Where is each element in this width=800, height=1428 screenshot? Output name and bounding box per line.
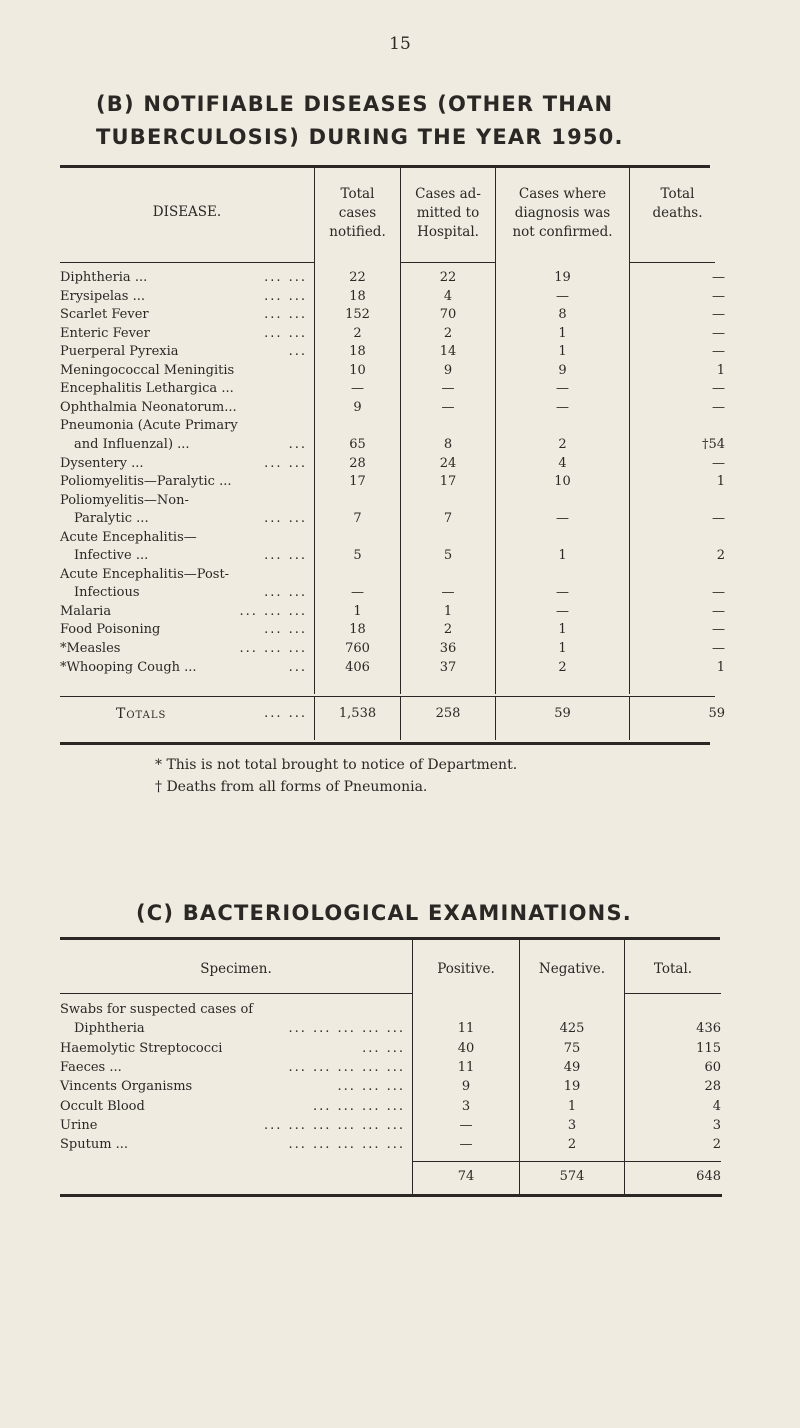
disease-name: Acute Encephalitis— (60, 529, 197, 545)
table-row (0, 1097, 800, 1116)
cell-not-confirmed: — (556, 288, 569, 304)
cell-negative: 1 (567, 1098, 577, 1114)
cell-not-confirmed: 2 (558, 659, 567, 675)
cell-not-confirmed: 1 (558, 548, 567, 564)
disease-name: *Whooping Cough ... (60, 659, 197, 675)
table-row (0, 455, 800, 473)
totals-not-confirmed: 59 (554, 706, 571, 721)
cell-positive: 11 (457, 1059, 475, 1075)
specimen-name: Swabs for suspected cases of (60, 1002, 254, 1017)
cell-admitted: 5 (443, 548, 453, 564)
cell-negative: 2 (567, 1137, 577, 1153)
disease-name: Diphtheria ... (60, 270, 148, 285)
leader-dots: ... ... ... ... ... (288, 1021, 405, 1037)
cell-notified: 18 (349, 344, 366, 360)
disease-name: Ophthalmia Neonatorum... (60, 399, 237, 415)
section-b-title-line1: (B) NOTIFIABLE DISEASES (OTHER THAN (96, 92, 614, 116)
cell-negative: 19 (563, 1079, 581, 1095)
header-rule (630, 262, 715, 263)
table-row (0, 1000, 800, 1019)
cell-deaths: — (712, 307, 725, 323)
table-row (0, 566, 800, 584)
cell-positive: 11 (457, 1021, 475, 1037)
disease-name: Erysipelas ... (60, 288, 146, 304)
leader-dots: ... ... (264, 585, 307, 601)
header-negative: Negative. (538, 961, 606, 977)
totals-positive: 74 (457, 1169, 475, 1184)
disease-name: Puerperal Pyrexia (60, 344, 179, 360)
cell-admitted: 37 (439, 659, 457, 675)
cell-notified: 18 (349, 288, 366, 304)
cell-not-confirmed: 1 (558, 344, 567, 360)
cell-notified: — (351, 585, 364, 601)
cell-total: 60 (704, 1059, 721, 1075)
header-total: Total. (653, 961, 693, 977)
cell-total: 3 (712, 1117, 721, 1133)
table-row (0, 1135, 800, 1154)
cell-notified: 760 (345, 641, 370, 656)
table-row (0, 510, 800, 528)
table-row (0, 492, 800, 510)
cell-not-confirmed: 1 (558, 325, 567, 341)
cell-admitted: 70 (439, 307, 457, 323)
leader-dots: ... ... ... ... ... ... (263, 1117, 405, 1133)
cell-admitted: 14 (439, 344, 457, 360)
cell-deaths: 1 (716, 474, 725, 490)
specimen-name: Urine (60, 1117, 98, 1133)
cell-not-confirmed: 2 (558, 436, 567, 452)
header-rule (60, 262, 314, 263)
cell-deaths: — (712, 344, 725, 360)
specimen-name: Occult Blood (60, 1098, 145, 1114)
table-row (0, 269, 800, 287)
cell-notified: 17 (349, 474, 366, 490)
header-rule (60, 993, 412, 994)
totals-rule (413, 1161, 721, 1162)
table-row (0, 1019, 800, 1038)
leader-dots: ... ... (264, 307, 307, 323)
header-total-deaths: Total deaths. (652, 186, 703, 221)
disease-name: *Measles (60, 641, 121, 656)
cell-positive: — (459, 1137, 473, 1153)
totals-total: 648 (696, 1169, 721, 1184)
cell-total: 4 (712, 1098, 721, 1114)
table-row (0, 380, 800, 398)
totals-notified: 1,538 (338, 706, 377, 721)
leader-dots: ... (288, 436, 307, 452)
cell-deaths: — (712, 585, 725, 601)
cell-admitted: 8 (443, 436, 453, 452)
table-top-rule (60, 165, 710, 168)
table-bottom-rule (60, 1194, 722, 1197)
cell-positive: — (459, 1117, 473, 1133)
cell-deaths: — (712, 455, 725, 471)
table-row (0, 306, 800, 324)
cell-negative: 425 (559, 1021, 585, 1037)
cell-admitted: 9 (443, 362, 453, 378)
cell-not-confirmed: — (556, 511, 569, 527)
leader-dots: ... ... ... (239, 641, 307, 656)
cell-notified: 18 (349, 622, 366, 638)
cell-notified: 10 (349, 362, 366, 378)
cell-deaths: 1 (716, 362, 725, 378)
totals-label: Totals (116, 706, 167, 722)
cell-not-confirmed: 10 (554, 474, 571, 490)
leader-dots: ... ... (264, 288, 307, 304)
specimen-name: Diphtheria (74, 1021, 145, 1037)
cell-deaths: — (712, 399, 725, 415)
cell-positive: 40 (457, 1040, 475, 1056)
table-row (0, 529, 800, 547)
cell-admitted: 4 (443, 288, 453, 304)
cell-deaths: 1 (716, 659, 725, 675)
cell-admitted: 22 (439, 270, 457, 285)
table-row (0, 1116, 800, 1135)
leader-dots: ... ... (264, 706, 307, 721)
disease-name: Poliomyelitis—Paralytic ... (60, 474, 232, 490)
totals-rule (315, 696, 715, 697)
cell-admitted: — (441, 399, 455, 415)
cell-deaths: — (712, 288, 725, 304)
cell-deaths: — (712, 603, 725, 619)
cell-negative: 49 (563, 1059, 581, 1075)
totals-deaths: 59 (708, 706, 725, 721)
leader-dots: ... (288, 659, 307, 675)
cell-admitted: 36 (439, 641, 457, 656)
cell-admitted: — (441, 381, 455, 397)
cell-deaths: — (712, 381, 725, 397)
cell-notified: 9 (353, 399, 362, 415)
table-row (0, 343, 800, 361)
cell-admitted: 17 (439, 474, 457, 490)
cell-total: 436 (696, 1021, 721, 1037)
cell-deaths: — (712, 511, 725, 527)
cell-notified: 406 (345, 659, 370, 675)
leader-dots: ... (288, 344, 307, 360)
cell-not-confirmed: — (556, 399, 569, 415)
cell-admitted: 2 (443, 622, 453, 638)
cell-notified: 2 (353, 325, 362, 341)
cell-notified: 28 (349, 455, 366, 471)
cell-notified: — (351, 381, 364, 397)
leader-dots: ... ... (264, 622, 307, 638)
cell-admitted: 7 (443, 511, 453, 527)
table-row (0, 288, 800, 306)
leader-dots: ... ... (264, 455, 307, 471)
cell-not-confirmed: — (556, 585, 569, 601)
cell-total: 115 (696, 1040, 721, 1056)
disease-name: Food Poisoning (60, 622, 161, 638)
cell-not-confirmed: 9 (558, 362, 567, 378)
header-rule (625, 993, 721, 994)
table-row (0, 1039, 800, 1058)
leader-dots: ... ... (264, 511, 307, 527)
totals-rule (60, 696, 314, 697)
totals-negative: 574 (559, 1169, 585, 1184)
cell-admitted: — (441, 585, 455, 601)
table-row (0, 640, 800, 658)
table-row (0, 362, 800, 380)
cell-positive: 9 (461, 1079, 471, 1095)
footnote-dagger: † Deaths from all forms of Pneumonia. (155, 779, 428, 795)
leader-dots: ... ... ... (337, 1079, 405, 1095)
cell-notified: 1 (353, 603, 362, 619)
disease-name: Malaria (60, 603, 112, 619)
table-row (0, 325, 800, 343)
header-disease: DISEASE. (152, 204, 222, 220)
page-number: 15 (389, 34, 411, 54)
cell-not-confirmed: 1 (558, 641, 567, 656)
cell-notified: 152 (345, 307, 370, 323)
leader-dots: ... ... (362, 1040, 405, 1056)
cell-deaths: †54 (701, 436, 725, 452)
specimen-name: Sputum ... (60, 1137, 129, 1153)
specimen-name: Faeces ... (60, 1059, 122, 1075)
leader-dots: ... ... (264, 270, 307, 285)
cell-positive: 3 (461, 1098, 471, 1114)
cell-notified: 7 (353, 511, 362, 527)
disease-name: Poliomyelitis—Non- (60, 492, 189, 508)
table-row (0, 1077, 800, 1096)
disease-name: Enteric Fever (60, 325, 150, 341)
disease-name: Encephalitis Lethargica ... (60, 381, 234, 397)
section-b-title (96, 88, 624, 153)
specimen-name: Haemolytic Streptococci (60, 1040, 223, 1056)
table-row (0, 436, 800, 454)
disease-name: Paralytic ... (74, 511, 149, 527)
cell-not-confirmed: 4 (558, 455, 567, 471)
disease-name: Infective ... (74, 548, 149, 564)
specimen-name: Vincents Organisms (60, 1079, 193, 1095)
totals-row (0, 1167, 800, 1186)
header-rule (400, 262, 495, 263)
table-bottom-rule (60, 742, 710, 745)
disease-name: Scarlet Fever (60, 307, 149, 323)
table-row (0, 603, 800, 621)
cell-not-confirmed: 19 (554, 270, 571, 285)
disease-name: Acute Encephalitis—Post- (60, 566, 230, 582)
cell-deaths: — (712, 641, 725, 656)
section-c-title: (C) BACTERIOLOGICAL EXAMINATIONS. (136, 901, 632, 925)
table-row (0, 659, 800, 677)
header-positive: Positive. (437, 961, 495, 977)
disease-name: Meningococcal Meningitis (60, 362, 235, 378)
totals-admitted: 258 (435, 706, 461, 721)
totals-row (0, 705, 800, 723)
cell-admitted: 1 (443, 603, 453, 619)
header-not-confirmed: Cases where diagnosis was not confirmed. (512, 186, 613, 240)
cell-deaths: — (712, 270, 725, 285)
table-row (0, 584, 800, 602)
table-top-rule (60, 937, 720, 940)
cell-not-confirmed: 1 (558, 622, 567, 638)
cell-admitted: 24 (439, 455, 457, 471)
cell-admitted: 2 (443, 325, 453, 341)
cell-negative: 75 (563, 1040, 581, 1056)
disease-name: Infectious (74, 585, 140, 601)
table-row (0, 547, 800, 565)
cell-total: 2 (712, 1137, 721, 1153)
cell-deaths: — (712, 622, 725, 638)
disease-name: Pneumonia (Acute Primary (60, 418, 238, 434)
table-row (0, 399, 800, 417)
disease-name: Dysentery ... (60, 455, 144, 471)
footnote-asterisk: * This is not total brought to notice of Department. (155, 757, 518, 773)
section-b-title-line2: TUBERCULOSIS) DURING THE YEAR 1950. (96, 124, 624, 149)
header-admitted-hospital: Cases ad- mitted to Hospital. (415, 186, 481, 240)
cell-not-confirmed: 8 (558, 307, 567, 323)
table-row (0, 473, 800, 491)
cell-deaths: — (712, 325, 725, 341)
cell-total: 28 (704, 1079, 721, 1095)
table-row (0, 417, 800, 435)
leader-dots: ... ... (264, 325, 307, 341)
cell-notified: 22 (349, 270, 366, 285)
leader-dots: ... ... ... (239, 603, 307, 619)
leader-dots: ... ... ... ... ... (288, 1059, 405, 1075)
header-total-notified: Total cases notified. (329, 186, 386, 240)
header-specimen: Specimen. (200, 961, 272, 977)
cell-notified: 5 (353, 548, 362, 564)
cell-notified: 65 (349, 436, 366, 452)
cell-not-confirmed: — (556, 381, 569, 397)
leader-dots: ... ... ... ... ... (288, 1137, 405, 1153)
disease-name: and Influenzal) ... (74, 436, 190, 452)
table-row (0, 1058, 800, 1077)
table-row (0, 621, 800, 639)
cell-not-confirmed: — (556, 603, 569, 619)
cell-negative: 3 (567, 1117, 577, 1133)
cell-deaths: 2 (716, 548, 725, 564)
leader-dots: ... ... (264, 548, 307, 564)
leader-dots: ... ... ... ... (313, 1098, 405, 1114)
